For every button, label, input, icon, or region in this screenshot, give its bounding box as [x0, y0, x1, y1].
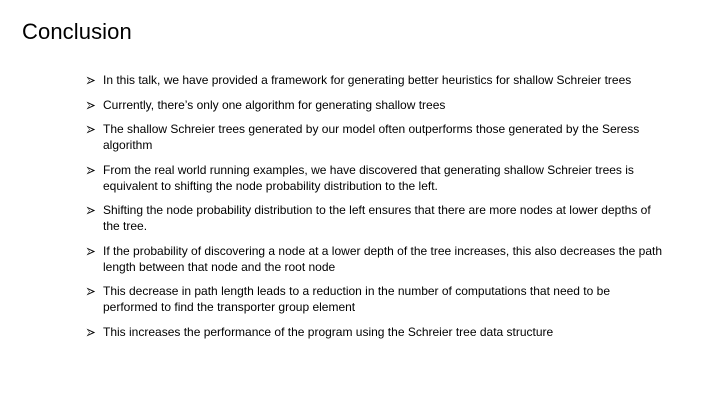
bullet-text: Shifting the node probability distribution to the left ensures that there are more nodes at lower depths of the tree.	[103, 203, 651, 233]
bullet-item	[86, 243, 662, 275]
bullet-list	[86, 72, 662, 348]
bullet-item	[86, 283, 662, 315]
slide-title: Conclusion	[22, 19, 132, 44]
arrow-bullet-icon	[86, 206, 96, 215]
arrow-bullet-icon	[86, 328, 96, 337]
arrow-bullet-icon	[86, 76, 96, 85]
bullet-text: Currently, there’s only one algorithm for generating shallow trees	[103, 97, 446, 112]
arrow-bullet-icon	[86, 247, 96, 256]
arrow-bullet-icon	[86, 101, 96, 110]
bullet-text: This increases the performance of the program using the Schreier tree data structure	[103, 324, 554, 339]
bullet-text: From the real world running examples, we have discovered that generating shallow Schreier trees is equivalent to shifting the node probability distribution to the left.	[103, 162, 634, 193]
bullet-text: This decrease in path length leads to a reduction in the number of computations that need to be performed to find the transporter group element	[103, 284, 610, 314]
bullet-item	[86, 202, 662, 234]
bullet-item	[86, 72, 662, 88]
bullet-item	[86, 97, 662, 113]
bullet-item	[86, 121, 662, 153]
arrow-bullet-icon	[86, 125, 96, 134]
bullet-item	[86, 324, 662, 340]
bullet-text: In this talk, we have provided a framework for generating better heuristics for shallow Schreier trees	[103, 73, 632, 87]
arrow-bullet-icon	[86, 166, 96, 175]
bullet-text: If the probability of discovering a node at a lower depth of the tree increases, this also decreases the path length between that node and the root node	[103, 243, 663, 274]
bullet-text: The shallow Schreier trees generated by our model often outperforms those generated by the Seress algorithm	[103, 122, 640, 152]
bullet-item	[86, 162, 662, 194]
arrow-bullet-icon	[86, 287, 96, 296]
